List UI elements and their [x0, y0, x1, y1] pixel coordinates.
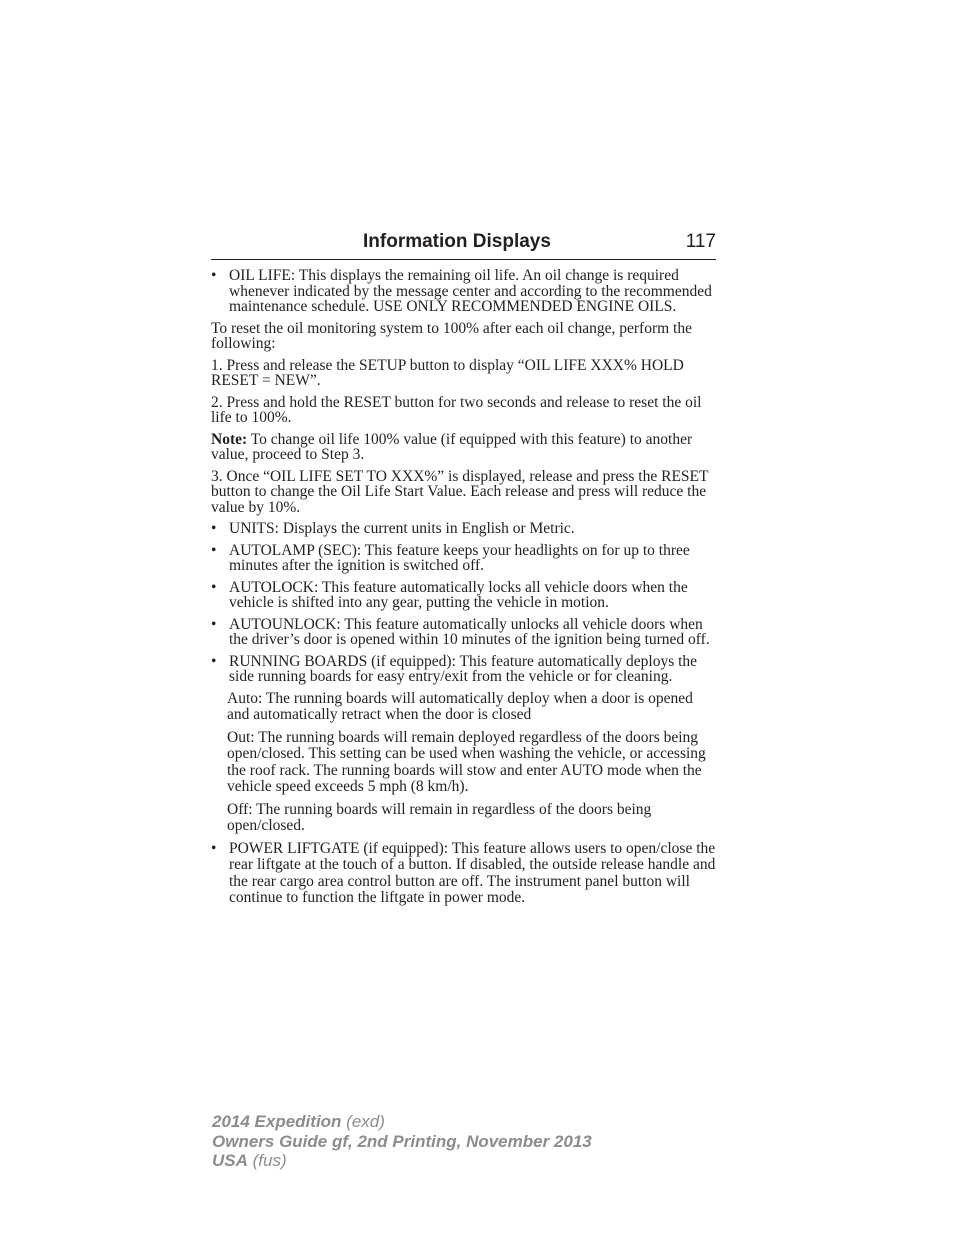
units-item: • UNITS: Displays the current units in English or Metric. — [211, 521, 717, 537]
running-boards-auto: Auto: The running boards will automatically deploy when a door is opened and automatically retract when the door is closed — [227, 689, 693, 723]
footer-region: USA — [212, 1151, 248, 1170]
page-header — [211, 229, 716, 260]
page-number: 117 — [685, 231, 716, 252]
page-footer — [212, 1112, 592, 1171]
note-label: Note: — [211, 430, 248, 448]
section-title: Information Displays — [363, 231, 551, 252]
power-liftgate-item: • POWER LIFTGATE (if equipped): This feature allows users to open/close the rear liftgate at the touch of a button. If disabled, the outside release handle and the rear cargo area control button are off. The instrument panel button will continue to function the liftgate in power mode. — [211, 841, 717, 907]
note — [211, 432, 717, 463]
autounlock-item: • AUTOUNLOCK: This feature automatically unlocks all vehicle doors when the driver’s door is opened within 10 minutes of the ignition being turned off. — [211, 617, 717, 648]
footer-region-code: (fus) — [247, 1151, 287, 1170]
footer-model-line — [212, 1112, 592, 1132]
footer-model-code: (exd) — [341, 1112, 385, 1131]
footer-guide-line: Owners Guide gf, 2nd Printing, November 2013 — [212, 1131, 592, 1151]
page-content — [211, 268, 717, 913]
footer-region-line — [212, 1151, 592, 1171]
footer-model: 2014 Expedition — [212, 1112, 342, 1131]
autolamp-item: • AUTOLAMP (SEC): This feature keeps your headlights on for up to three minutes after the ignition is switched off. — [211, 543, 717, 574]
step-2: 2. Press and hold the RESET button for two seconds and release to reset the oil life to 100%. — [211, 393, 702, 426]
note-text: To change oil life 100% value (if equipped with this feature) to another value, proceed to Step 3. — [211, 430, 693, 463]
step-3: 3. Once “OIL LIFE SET TO XXX%” is displayed, release and press the RESET button to change the Oil Life Start Value. Each release and press will reduce the value by 10%. — [211, 467, 709, 516]
oil-life-item: • OIL LIFE: This displays the remaining oil life. An oil change is required whenever indicated by the message center and according to the recommended maintenance schedule. USE ONLY RECOMMENDED ENGINE OILS. — [211, 268, 717, 315]
running-boards-item: • RUNNING BOARDS (if equipped): This feature automatically deploys the side running boards for easy entry/exit from the vehicle or for cleaning. — [211, 654, 717, 685]
running-boards-off: Off: The running boards will remain in regardless of the doors being open/closed. — [227, 800, 652, 834]
running-boards-out: Out: The running boards will remain deployed regardless of the doors being open/closed. This setting can be used when washing the vehicle, or accessing the roof rack. The running boards will stow and enter AUTO mode when the vehicle speed exceeds 5 mph (8 km/h). — [227, 728, 706, 795]
autolock-item: • AUTOLOCK: This feature automatically locks all vehicle doors when the vehicle is shifted into any gear, putting the vehicle in motion. — [211, 580, 717, 611]
reset-intro: To reset the oil monitoring system to 100% after each oil change, perform the following: — [211, 319, 692, 352]
step-1: 1. Press and release the SETUP button to display “OIL LIFE XXX% HOLD RESET = NEW”. — [211, 356, 684, 389]
